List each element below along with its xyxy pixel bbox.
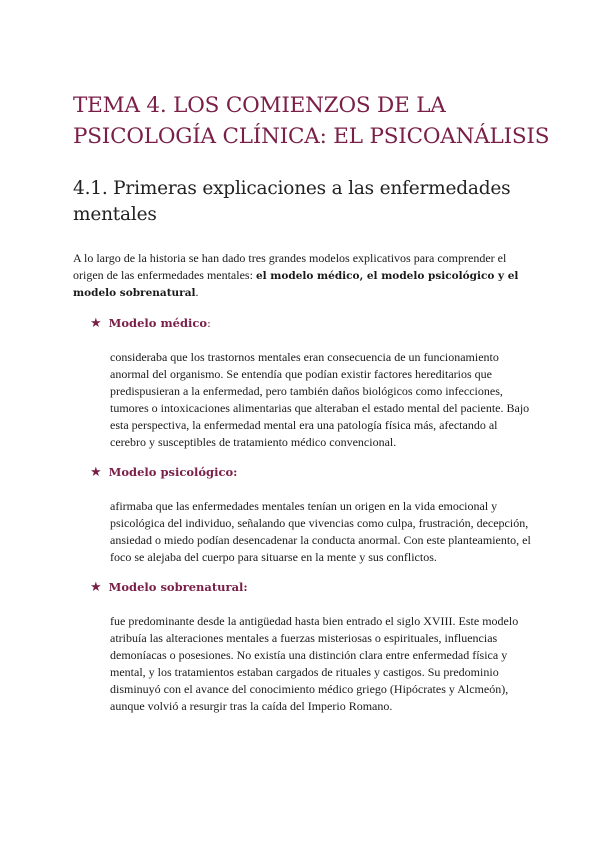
section-heading [90, 580, 533, 595]
section-heading [90, 465, 533, 480]
document-page [73, 90, 550, 715]
section-body: consideraba que los trastornos mentales eran consecuencia de un funcionamiento anormal del organismo. Se entendía que podían existir factores hereditarios que predispusieran a la enfermedad, pero también daños biológicos como infecciones, tumores o intoxicaciones alimentarias que alteraban el estado mental del paciente. Bajo esta perspectiva, la enfermedad mental era una patología física más, afectando al cerebro y susceptibles de tratamiento médico convencional. [110, 349, 530, 449]
intro-end: . [195, 285, 199, 299]
section-heading-label: Modelo sobrenatural: [108, 579, 248, 594]
document-title [73, 90, 550, 152]
intro-bold-models: el modelo médico, el modelo psicológico y el modelo sobrenatural [73, 269, 519, 299]
title-line-2: PSICOLOGÍA CLÍNICA: EL PSICOANÁLISIS [73, 124, 550, 149]
star-icon: ★ [90, 464, 102, 480]
section-modelo-psicologico [73, 465, 533, 566]
title-line-1: TEMA 4. LOS COMIENZOS DE LA [73, 93, 446, 118]
section-subtitle: 4.1. Primeras explicaciones a las enfermedades mentales [73, 178, 511, 225]
section-heading-label: Modelo médico [108, 315, 208, 330]
star-icon: ★ [90, 315, 102, 331]
section-heading-suffix: : [207, 315, 211, 330]
star-icon: ★ [90, 579, 102, 595]
intro-paragraph [73, 250, 533, 302]
section-heading [90, 316, 533, 331]
section-modelo-sobrenatural [73, 580, 533, 715]
section-body: afirmaba que las enfermedades mentales tenían un origen en la vida emocional y psicológica del individuo, señalando que vivencias como culpa, frustración, decepción, ansiedad o miedo podían desencadenar la conducta anormal. Con este planteamiento, el foco se alejaba del cuerpo para situarse en la mente y sus conflictos. [110, 498, 531, 564]
intro-text: A lo largo de la historia se han dado tres grandes modelos explicativos para comprender el origen de las enfermedades mentales: [73, 251, 507, 282]
section-modelo-medico [73, 316, 533, 451]
section-heading-label: Modelo psicológico: [108, 464, 238, 479]
section-body: fue predominante desde la antigüedad hasta bien entrado el siglo XVIII. Este modelo atribuía las alteraciones mentales a fuerzas misteriosas o espirituales, influencias demoníacas o posesiones. No existía una distinción clara entre enfermedad física y mental, y los tratamientos estaban cargados de rituales y castigos. Su predominio disminuyó con el avance del conocimiento médico griego (Hipócrates y Alcmeón), aunque volvió a resurgir tras la caída del Imperio Romano. [110, 613, 519, 713]
